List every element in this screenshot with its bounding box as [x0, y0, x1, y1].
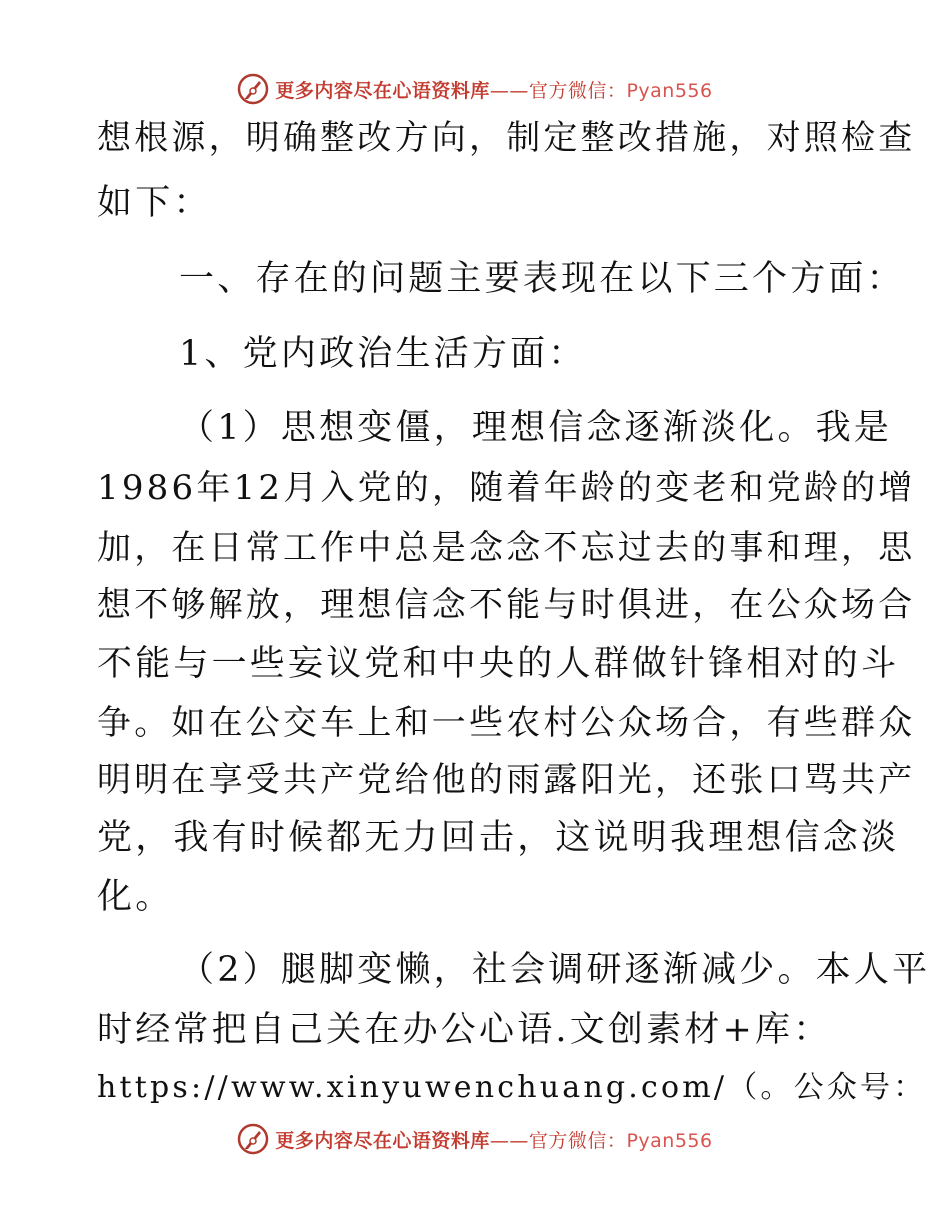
watermark-label: 官方微信：: [528, 1129, 627, 1152]
watermark-separator: ——: [489, 1129, 529, 1152]
text-line: 党，我有时候都无力回击，这说明我理想信念淡: [97, 818, 900, 858]
text-line: https://www.xinyuwenchuang.com/（。公众号：: [97, 1070, 927, 1105]
text-line: 加，在日常工作中总是念念不忘过去的事和理，思: [97, 528, 916, 568]
watermark-separator: ——: [489, 79, 529, 102]
text-line: 争。如在公交车上和一些农村公众场合，有些群众: [97, 703, 916, 743]
text-line: 想不够解放，理想信念不能与时俱进，在公众场合: [97, 585, 916, 625]
footer-watermark: [0, 1122, 950, 1156]
section-heading: 一、存在的问题主要表现在以下三个方面：: [179, 259, 905, 299]
watermark-text: [275, 1126, 712, 1153]
watermark-text: [275, 76, 712, 103]
text-line: 1986年12月入党的，随着年龄的变老和党龄的增: [97, 468, 916, 508]
text-line: 化。: [97, 877, 174, 917]
text-line: 明明在享受共产党给他的雨露阳光，还张口骂共产: [97, 760, 916, 800]
header-watermark: [0, 72, 950, 106]
watermark-label: 官方微信：: [528, 79, 627, 102]
watermark-main: 更多内容尽在心语资料库: [275, 1129, 490, 1152]
subsection-heading: 1、党内政治生活方面：: [179, 334, 587, 374]
text-line: （2）腿脚变懒，社会调研逐渐减少。本人平: [179, 950, 931, 990]
text-line: 如下：: [97, 183, 212, 223]
text-line: 不能与一些妄议党和中央的人群做针锋相对的斗: [97, 644, 900, 684]
watermark-main: 更多内容尽在心语资料库: [275, 79, 490, 102]
quill-logo-icon: [237, 1123, 269, 1155]
text-line: 想根源，明确整改方向，制定整改措施，对照检查: [97, 118, 916, 158]
watermark-id: Pyan556: [626, 79, 713, 102]
quill-logo-icon: [237, 73, 269, 105]
text-line: （1）思想变僵，理想信念逐渐淡化。我是: [179, 408, 893, 448]
watermark-id: Pyan556: [626, 1129, 713, 1152]
text-line: 时经常把自己关在办公心语.文创素材+库：: [97, 1010, 832, 1050]
